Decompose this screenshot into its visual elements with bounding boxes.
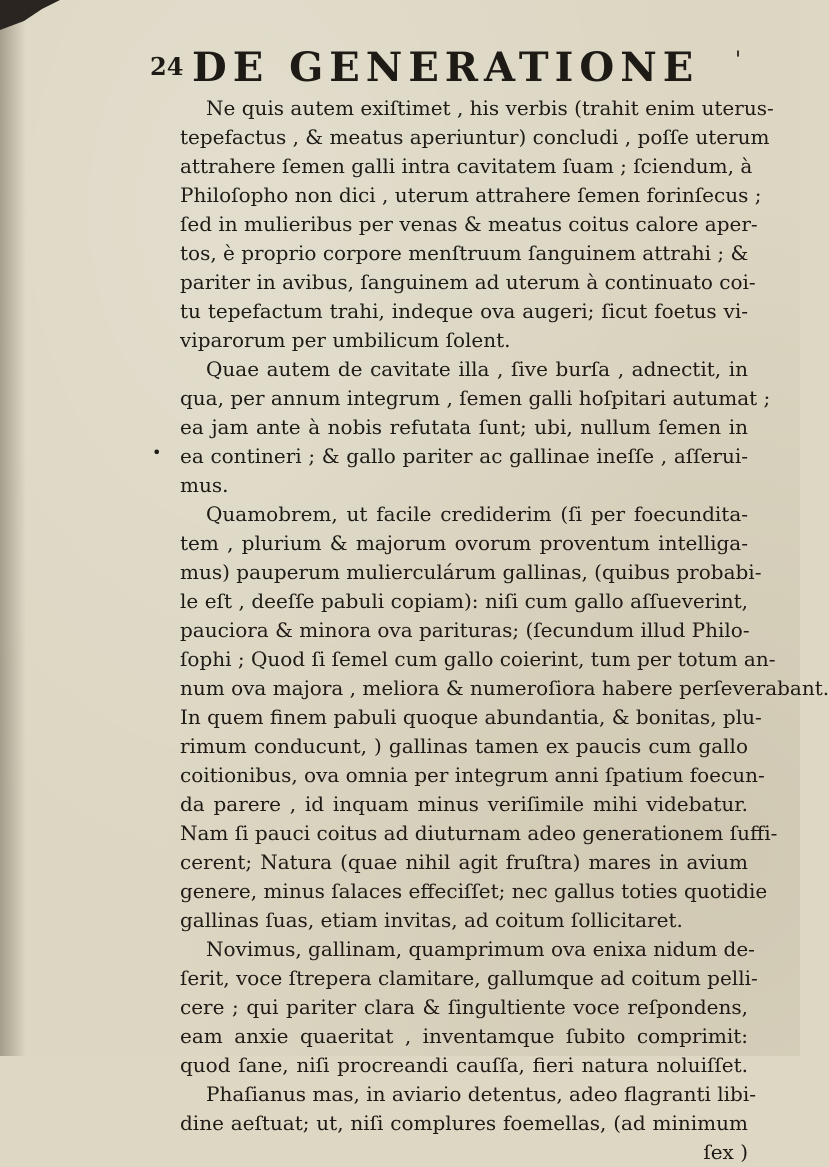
text-line: Novimus, gallinam, quamprimum ova enixa nidum de- bbox=[206, 937, 755, 961]
text-line: viparorum per umbilicum ſolent. bbox=[180, 328, 511, 352]
text-line: ea jam ante à nobis refutata ſunt; ubi, nullum ſemen in bbox=[180, 415, 748, 439]
text-line: ſed in mulieribus per venas & meatus coitus calore aper- bbox=[180, 212, 758, 236]
text-line: Philoſopho non dici , uterum attrahere ſemen forinſecus ; bbox=[180, 183, 762, 207]
text-line: In quem finem pabuli quoque abundantia, & bonitas, plu- bbox=[180, 705, 762, 729]
text-line: le eſt , deeſſe pabuli copiam): niſi cum gallo aſſueverint, bbox=[180, 589, 748, 613]
header-mark: ' bbox=[735, 48, 742, 73]
text-line: cerent; Natura (quae nihil agit fruſtra) mares in avium bbox=[180, 850, 748, 874]
text-line: ſophi ; Quod ſi ſemel cum gallo coierint, tum per totum an- bbox=[180, 647, 776, 671]
text-line: tem , plurium & majorum ovorum proventum intelliga- bbox=[180, 531, 748, 555]
text-line: pauciora & minora ova parituras; (ſecundum illud Philo- bbox=[180, 618, 750, 642]
text-line: Quae autem de cavitate illa , ſive burſa , adnectit, in bbox=[206, 357, 748, 381]
text-line: cere ; qui pariter clara & ſingultiente voce reſpondens, bbox=[180, 995, 748, 1019]
binding-shadow bbox=[0, 0, 26, 1056]
text-line: rimum conducunt, ) gallinas tamen ex paucis cum gallo bbox=[180, 734, 748, 758]
torn-corner bbox=[0, 0, 60, 30]
text-line: tepefactus , & meatus aperiuntur) concludi , poſſe uterum bbox=[180, 125, 770, 149]
text-line: coitionibus, ova omnia per integrum anni ſpatium foecun- bbox=[180, 763, 765, 787]
text-line: ea contineri ; & gallo pariter ac gallinae ineſſe , aſſerui- bbox=[180, 444, 748, 468]
text-line: qua, per annum integrum , ſemen galli hoſpitari autumat ; bbox=[180, 386, 771, 410]
text-line: attrahere ſemen galli intra cavitatem ſuam ; ſciendum, à bbox=[180, 154, 753, 178]
running-title: DE GENERATIONE bbox=[192, 44, 700, 91]
text-line: Nam ſi pauci coitus ad diuturnam adeo generationem ſuffi- bbox=[180, 821, 778, 845]
text-line: quod ſane, niſi procreandi cauſſa, fieri natura noluiſſet. bbox=[180, 1053, 748, 1077]
text-line: gallinas ſuas, etiam invitas, ad coitum ſollicitaret. bbox=[180, 908, 683, 932]
page-header bbox=[150, 38, 750, 91]
text-line: tos, è proprio corpore menſtruum ſanguinem attrahi ; & bbox=[180, 241, 749, 265]
text-line: ſerit, voce ſtrepera clamitare, gallumque ad coitum pelli- bbox=[180, 966, 758, 990]
text-line: mus) pauperum mulierculárum gallinas, (quibus probabi- bbox=[180, 560, 762, 584]
text-line: mus. bbox=[180, 473, 229, 497]
text-line: da parere , id inquam minus veriſimile mihi videbatur. bbox=[180, 792, 748, 816]
text-line: Quamobrem, ut facile crediderim (ſi per foecundita- bbox=[206, 502, 748, 526]
text-line: tu tepefactum trahi, indeque ova augeri; ſicut foetus vi- bbox=[180, 299, 748, 323]
margin-mark: • bbox=[152, 443, 162, 462]
text-line: Phaſianus mas, in aviario detentus, adeo flagranti libi- bbox=[206, 1082, 756, 1106]
text-line: genere, minus ſalaces effeciſſet; nec gallus toties quotidie bbox=[180, 879, 768, 903]
text-line: num ova majora , meliora & numeroſiora habere perſeverabant. bbox=[180, 676, 829, 700]
text-line: eam anxie quaeritat , inventamque ſubito comprimit: bbox=[180, 1024, 748, 1048]
page-number: 24 bbox=[150, 52, 184, 81]
catchword: ſex ) bbox=[703, 1140, 748, 1164]
body-text bbox=[180, 94, 829, 1167]
text-line: dine aeſtuat; ut, niſi complures foemellas, (ad minimum bbox=[180, 1111, 748, 1135]
text-line: pariter in avibus, ſanguinem ad uterum à continuato coi- bbox=[180, 270, 756, 294]
text-line: Ne quis autem exiſtimet , his verbis (trahit enim uterus- bbox=[206, 96, 774, 120]
